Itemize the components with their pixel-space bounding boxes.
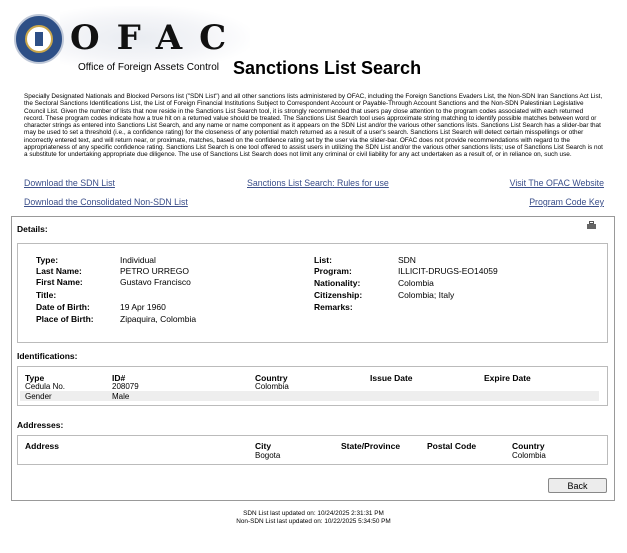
ofac-logo-text: OFAC: [70, 18, 244, 58]
ofac-logo-subtitle: Office of Foreign Assets Control: [78, 62, 219, 73]
date-of-birth-label: Date of Birth:: [36, 302, 90, 312]
details-panel: [17, 243, 608, 343]
first-name-label: First Name:: [36, 277, 83, 287]
title-label: Title:: [36, 290, 57, 300]
nationality-label: Nationality:: [314, 278, 361, 288]
rules-for-use-link[interactable]: Sanctions List Search: Rules for use: [247, 178, 389, 188]
list-value: SDN: [398, 255, 416, 265]
list-label: List:: [314, 255, 332, 265]
details-heading: Details:: [17, 224, 48, 234]
first-name-value: Gustavo Francisco: [120, 277, 191, 287]
type-value: Individual: [120, 255, 156, 265]
identifications-heading: Identifications:: [17, 351, 78, 361]
id-col-expire-date: Expire Date: [484, 373, 531, 383]
id-row1-number: 208079: [112, 382, 139, 391]
sdn-updated-text: SDN List last updated on: 10/24/2025 2:31:31 PM: [243, 510, 384, 517]
back-button[interactable]: Back: [548, 478, 607, 493]
place-of-birth-label: Place of Birth:: [36, 314, 94, 324]
last-name-label: Last Name:: [36, 266, 82, 276]
id-col-number: ID#: [112, 373, 126, 383]
remarks-label: Remarks:: [314, 302, 353, 312]
id-row1-type: Cedula No.: [25, 382, 66, 391]
printer-icon[interactable]: [587, 221, 596, 230]
id-row2-number: Male: [112, 392, 130, 401]
id-col-type: Type: [25, 373, 45, 383]
program-code-key-link[interactable]: Program Code Key: [529, 197, 604, 207]
identifications-stripe: [20, 391, 599, 401]
treasury-seal-icon: [14, 14, 64, 64]
download-sdn-link[interactable]: Download the SDN List: [24, 178, 115, 188]
citizenship-value: Colombia; Italy: [398, 290, 455, 300]
type-label: Type:: [36, 255, 59, 265]
program-label: Program:: [314, 266, 352, 276]
program-value: ILLICIT-DRUGS-EO14059: [398, 266, 498, 276]
date-of-birth-value: 19 Apr 1960: [120, 302, 166, 312]
citizenship-label: Citizenship:: [314, 290, 363, 300]
last-name-value: PETRO URREGO: [120, 266, 189, 276]
addr-col-address: Address: [25, 441, 60, 451]
id-col-country: Country: [255, 373, 288, 383]
intro-text: Specially Designated Nationals and Blocked Persons list ("SDN List") and all other sanctions lists administered by OFAC, including the Foreign Sanctions Evaders List, the Non-SDN Iran Sanctions Act List, the Sectoral Sanctions Identifications List, the List of Foreign Financial Institutions Subject to Correspondent Account or Payable-Through Account Sanctions and the Non-SDN Palestinian Legislative Council List. Given the number of lists that now reside in the Sanctions List Search tool, it is strongly recommended that users pay close attention to the program codes associated with each returned record. These program codes indicate how a true hit on a returned value should be treated. The Sanctions List Search tool uses approximate string matching to identify possible matches between word or character strings as entered into Sanctions List Search, and any name or name component as it appears on the SDN List and/or the various other sanctions lists. Sanctions List Search has a slider-bar that may be used to set a threshold (i.e., a confidence rating) for the closeness of any potential match returned as a result of a user's search. Sanctions List Search will detect certain misspellings or other incorrectly entered text, and will return near, or proximate, matches, based on the confidence rating set by the user via the slider-bar. OFAC does not provide recommendations with regard to the appropriateness of any specific confidence rating. Sanctions List Search is one tool offered to assist users in utilizing the SDN List and/or the various other sanctions lists; use of Sanctions List Search is not a substitute for undertaking appropriate due diligence. The use of Sanctions List Search does not limit any criminal or civil liability for any act undertaken as a result of, or in reliance on, such use.: [24, 93, 603, 159]
addr-row1-country: Colombia: [512, 451, 546, 460]
id-col-issue-date: Issue Date: [370, 373, 413, 383]
id-row1-country: Colombia: [255, 382, 289, 391]
addresses-heading: Addresses:: [17, 420, 64, 430]
download-consolidated-link[interactable]: Download the Consolidated Non-SDN List: [24, 197, 188, 207]
addr-col-postal-code: Postal Code: [427, 441, 477, 451]
addr-col-state: State/Province: [341, 441, 401, 451]
addr-row1-city: Bogota: [255, 451, 281, 460]
addr-col-country: Country: [512, 441, 545, 451]
page-header: [0, 0, 627, 88]
place-of-birth-value: Zipaquira, Colombia: [120, 314, 197, 324]
visit-ofac-link[interactable]: Visit The OFAC Website: [509, 178, 604, 188]
nationality-value: Colombia: [398, 278, 434, 288]
non-sdn-updated-text: Non-SDN List last updated on: 10/22/2025 5:34:50 PM: [236, 518, 391, 525]
page-title: Sanctions List Search: [233, 58, 422, 78]
id-row2-type: Gender: [25, 392, 52, 401]
addr-col-city: City: [255, 441, 272, 451]
